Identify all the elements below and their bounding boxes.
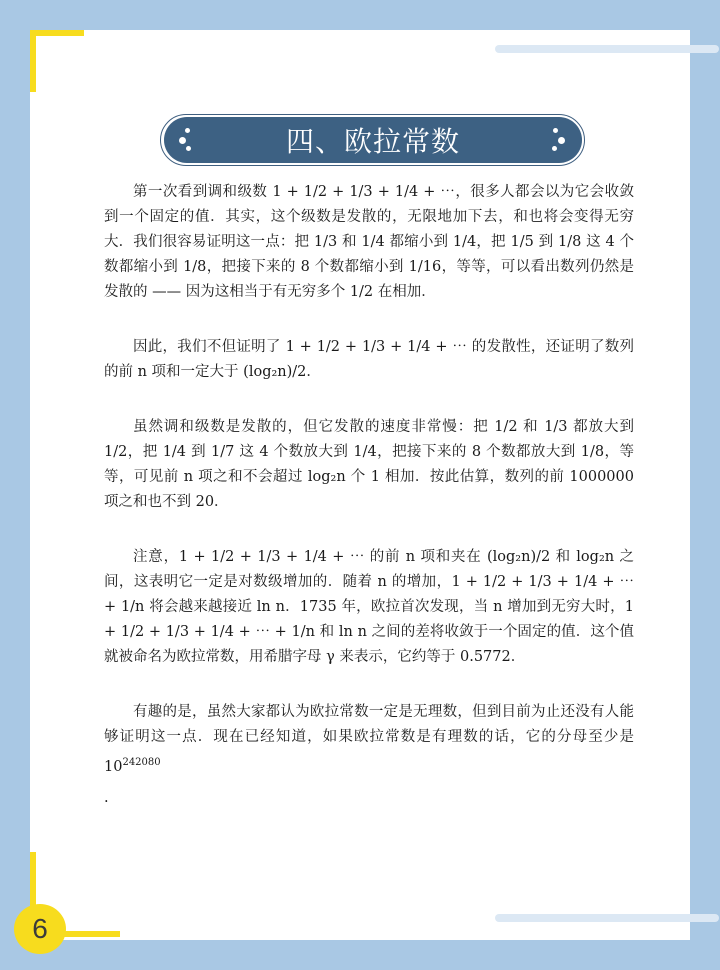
decorative-dot-icon [553,128,558,133]
corner-accent [60,931,120,937]
paragraph-5-text: 有趣的是，虽然大家都认为欧拉常数一定是无理数，但到目前为止还没有人能够证明这一点．现在已经知道，如果欧拉常数是有理数的话，它的分母至少是 [104,704,634,745]
section-title: 四、欧拉常数 [285,125,460,158]
article-body [104,180,634,811]
page-number: 6 [14,904,66,954]
corner-accent [30,30,84,36]
paragraph-2: 因此，我们不但证明了 1 + 1/2 + 1/3 + 1/4 + ⋯ 的发散性，还证明了数列的前 n 项和一定大于 (log₂n)/2． [104,339,634,380]
decorative-stripe [495,914,719,922]
power-base: 10 [104,758,123,775]
decorative-dot-icon [186,146,191,151]
paragraph-end-mark: . [104,789,109,806]
paragraph-3: 虽然调和级数是发散的，但它发散的速度非常慢：把 1/2 和 1/3 都放大到 1/2，把 1/4 到 1/7 这 4 个数放大到 1/4，把接下来的 8 个数都放大到 1/8，等等，可见前 n 项之和不会超过 log₂n 个 1 相加．按此估算，数列的前 1000000 项之和也不到 20． [104,419,634,510]
paragraph-5 [104,700,634,780]
decorative-stripe [495,45,719,53]
decorative-dot-icon [558,137,565,144]
decorative-dot-icon [179,137,186,144]
paragraph-4: 注意，1 + 1/2 + 1/3 + 1/4 + ⋯ 的前 n 项和夹在 (log₂n)/2 和 log₂n 之间，这表明它一定是对数级增加的．随着 n 的增加，1 + 1/2 + 1/3 + 1/4 + ⋯ + 1/n 将会越来越接近 ln n．1735 年，欧拉首次发现，当 n 增加到无穷大时，1 + 1/2 + 1/3 + 1/4 + ⋯ + 1/n 和 ln n 之间的差将收敛于一个固定的值．这个值就被命名为欧拉常数，用希腊字母 γ 来表示，它约等于 0.5772． [104,549,634,665]
paragraph-1: 第一次看到调和级数 1 + 1/2 + 1/3 + 1/4 + ⋯，很多人都会以为它会收敛到一个固定的值．其实，这个级数是发散的，无限地加下去，和也将会变得无穷大．我们很容易证明这一点：把 1/3 和 1/4 都缩小到 1/4，把 1/5 到 1/8 这 4 个数都缩小到 1/8，把接下来的 8 个数都缩小到 1/16，等等，可以看出数列仍然是发散的 —— 因为这相当于有无穷多个 1/2 在相加． [104,184,634,300]
corner-accent [30,30,36,92]
section-title-banner [164,117,582,163]
power-exponent: 242080 [122,757,161,768]
decorative-dot-icon [552,146,557,151]
decorative-dot-icon [185,128,190,133]
